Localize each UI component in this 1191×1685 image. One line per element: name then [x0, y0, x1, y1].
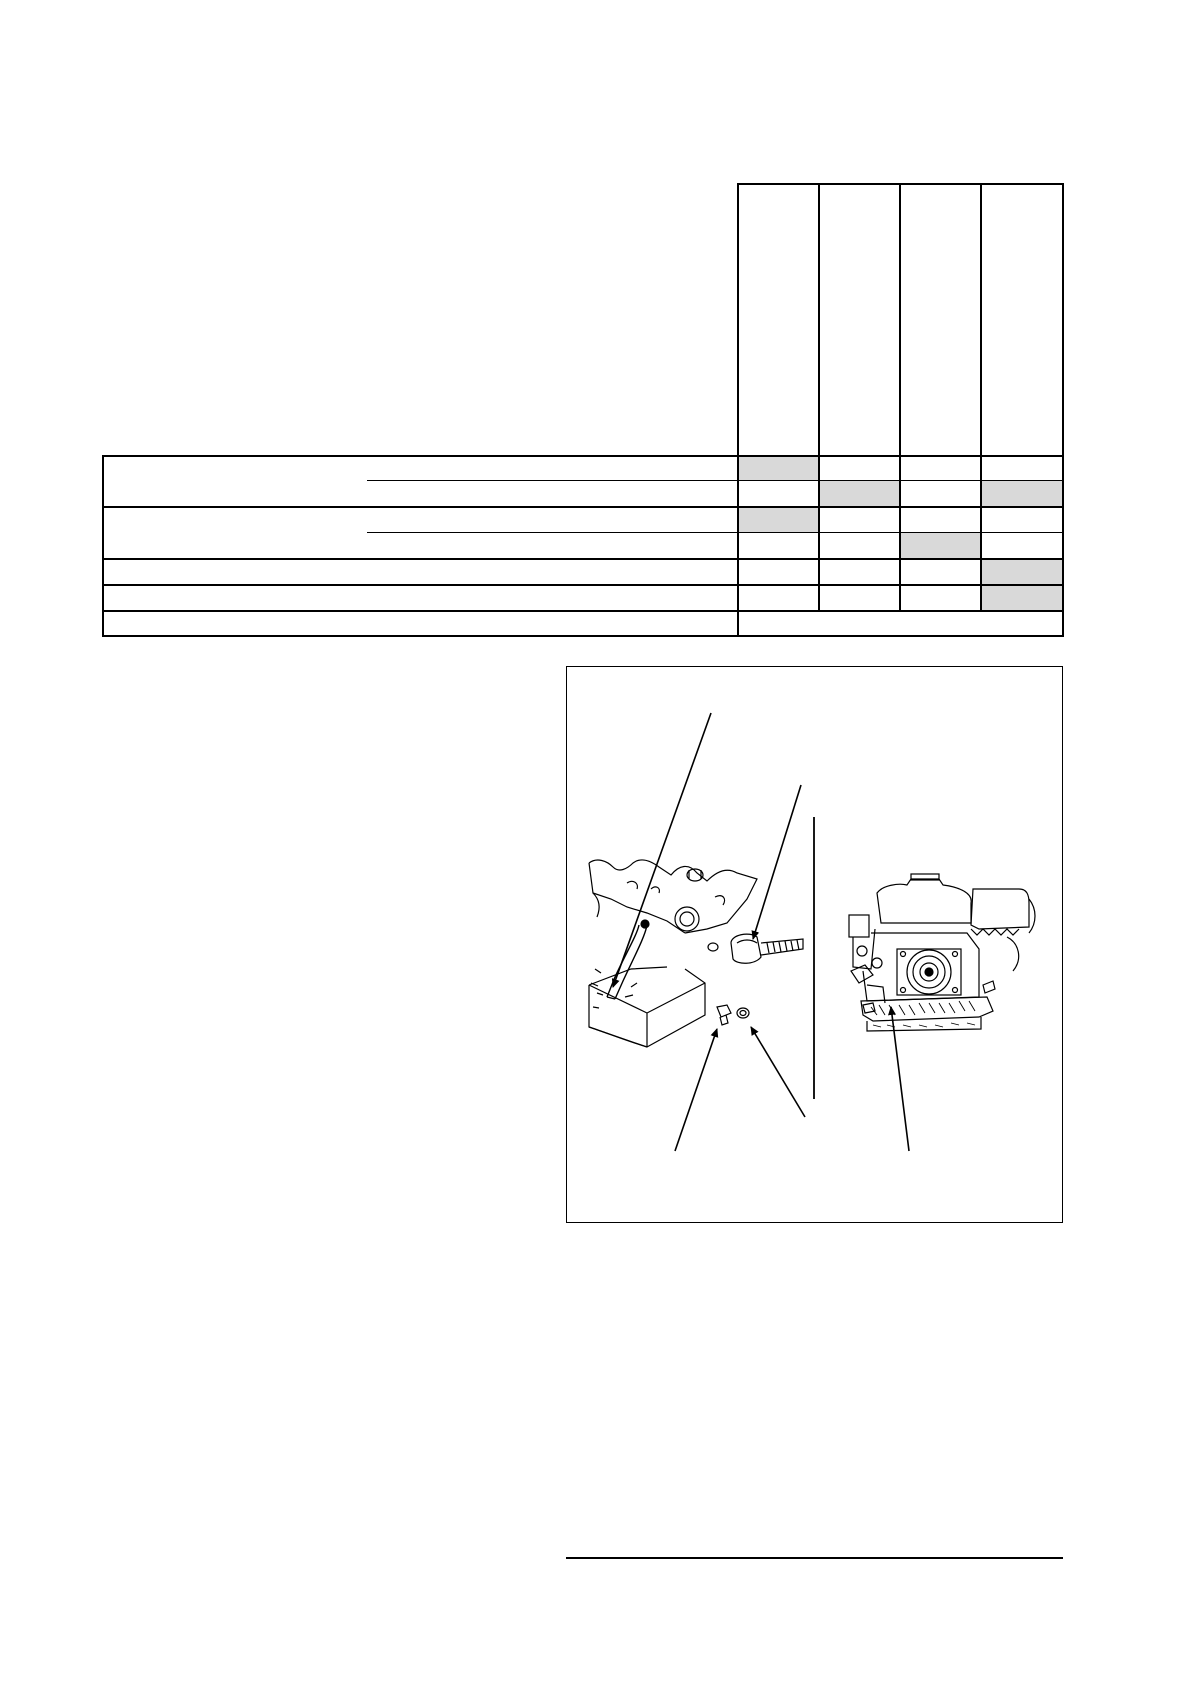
schedule-cell [981, 584, 1063, 610]
schedule-cell [738, 558, 819, 584]
oil-drain-illustration [589, 860, 803, 1047]
schedule-cell [981, 532, 1063, 558]
schedule-cell [819, 455, 900, 480]
callout-arrows [613, 713, 909, 1151]
schedule-cell [819, 506, 900, 532]
schedule-cell [900, 558, 981, 584]
callout-arrow-washer [751, 1027, 805, 1117]
schedule-cell [900, 455, 981, 480]
table-rule [102, 610, 1064, 612]
table-rule [102, 506, 1064, 508]
callout-arrow-engine-drain [891, 1007, 909, 1151]
schedule-cell [738, 506, 819, 532]
schedule-cell [738, 584, 819, 610]
schedule-cell [900, 480, 981, 506]
schedule-cell [981, 506, 1063, 532]
schedule-cell [738, 455, 819, 480]
callout-arrow-filler-cap [753, 785, 801, 939]
schedule-cell [900, 532, 981, 558]
table-rule [899, 183, 901, 610]
table-rule [818, 183, 820, 610]
schedule-cell [981, 558, 1063, 584]
schedule-cell [738, 532, 819, 558]
schedule-cell [819, 558, 900, 584]
table-rule [367, 532, 1064, 533]
table-rule [102, 455, 1064, 457]
table-rule [1062, 183, 1064, 636]
callout-arrow-oil-stream [613, 713, 711, 987]
schedule-cell [981, 455, 1063, 480]
table-rule [102, 455, 104, 636]
schedule-cell [819, 480, 900, 506]
table-rule [737, 183, 739, 636]
table-rule [737, 183, 1064, 185]
engine-illustration [849, 874, 1035, 1031]
schedule-cell [819, 532, 900, 558]
table-rule [102, 558, 1064, 560]
table-rule [367, 480, 1064, 481]
table-rule [102, 635, 1064, 637]
schedule-cell [981, 480, 1063, 506]
oil-change-figure [566, 666, 1063, 1223]
schedule-cell [819, 584, 900, 610]
footer-rule [566, 1557, 1063, 1559]
schedule-cell [900, 506, 981, 532]
schedule-cell [738, 480, 819, 506]
table-rule [980, 183, 982, 610]
table-rule [102, 584, 1064, 586]
figure-drawing [567, 667, 1064, 1224]
schedule-cell [900, 584, 981, 610]
callout-arrow-drain-plug [675, 1029, 717, 1151]
